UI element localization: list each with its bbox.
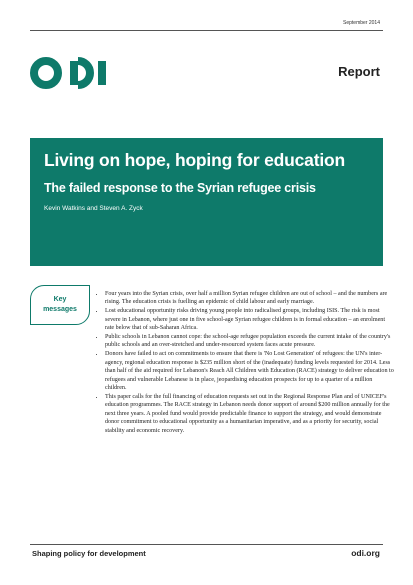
list-item: • Donors have failed to act on commitments to ensure that there is 'No Lost Generation' of refugees: the UN's inter-agency, regional education response is $235 million short of the (inadequate) funding levels requested for 2014. Less than half of the aid required for Lebanon's Reach All Children with Education (RACE) strategy to deliver education to refugees and vulnerable Lebanese is in place, jeopardising education prospects for up to a quarter of a million children. (105, 350, 395, 392)
key-messages-label: Key messages (30, 285, 90, 325)
bottom-rule (30, 544, 383, 545)
top-rule (30, 30, 383, 31)
list-item: • Public schools in Lebanon cannot cope: the school-age refugee population exceeds the current intake of the country's public schools and an over-stretched and under-resourced system faces acute pressure. (105, 333, 395, 350)
key-messages-list (95, 290, 395, 435)
list-item: • Lost educational opportunity risks driving young people into radicalised groups, including ISIS. The risk is most severe in Lebanon, where just one in five school-age Syrian refugee children is in formal education – an enrolment rate below that of sub-Saharan Africa. (105, 307, 395, 332)
report-authors: Kevin Watkins and Steven A. Zyck (44, 205, 143, 212)
list-item: • This paper calls for the full financing of education requests set out in the Regional Response Plan and of UNICEF's education programmes. The RACE strategy in Lebanon needs donor support of around $200 million annually for the next three years. A pooled fund would provide predictable finance to support the strategy, and would demonstrate donor commitment to educational opportunity as a humanitarian imperative, and as a priority for security, social stability and economic recovery. (105, 393, 395, 435)
report-title: Living on hope, hoping for education (44, 150, 345, 170)
document-type: Report (338, 64, 380, 79)
list-item: • Four years into the Syrian crisis, over half a million Syrian refugee children are out of school – and the numbers are rising. The education crisis is fuelling an epidemic of child labour and early marriage. (105, 290, 395, 307)
footer-tagline: Shaping policy for development (32, 549, 146, 558)
publication-date: September 2014 (343, 20, 380, 26)
title-banner (30, 138, 383, 266)
footer-site-link[interactable]: odi.org (351, 548, 380, 558)
report-subtitle: The failed response to the Syrian refugee crisis (44, 181, 316, 195)
odi-logo (30, 56, 116, 90)
